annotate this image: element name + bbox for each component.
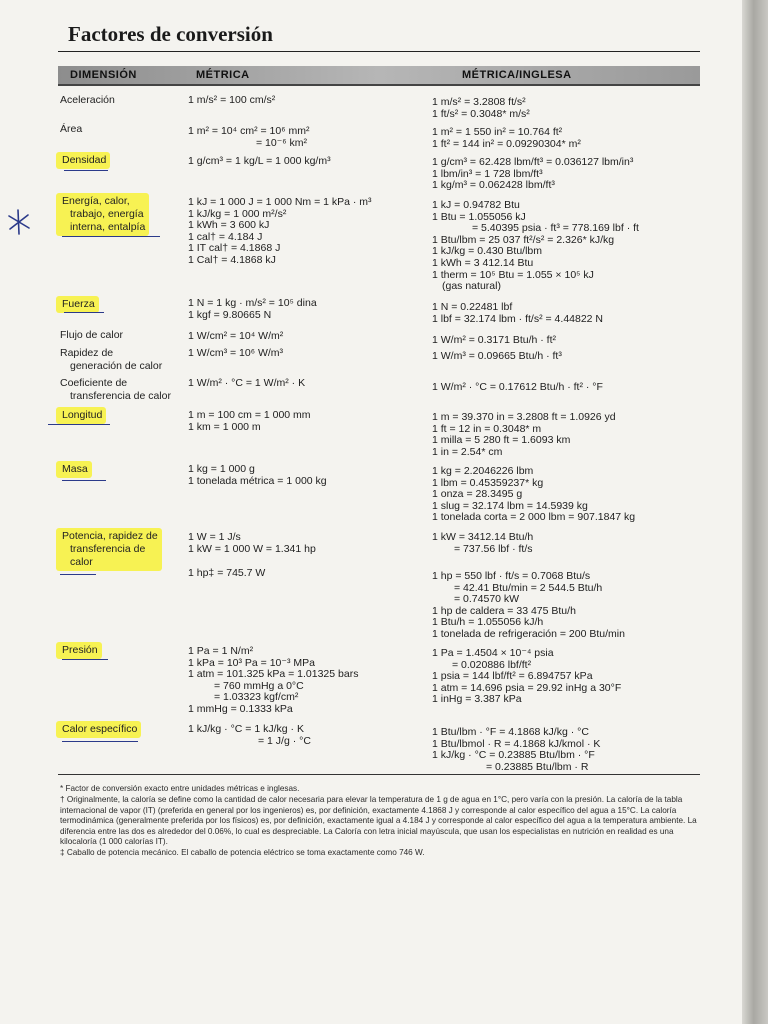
dimension-label: Rapidez de generación de calor <box>60 347 163 372</box>
english-cell: 1 W/m³ = 0.09665 Btu/h · ft³ <box>432 350 562 362</box>
metric-cell: 1 W/cm³ = 10⁶ W/m³ <box>188 347 284 359</box>
dimension-label: Aceleración <box>60 94 115 106</box>
metric-cell: 1 kg = 1 000 g 1 tonelada métrica = 1 000 kg <box>188 463 327 487</box>
dimension-label-highlighted: Fuerza <box>56 296 99 313</box>
metric-cell: 1 kJ/kg · °C = 1 kJ/kg · K = 1 J/g · °C <box>188 723 311 747</box>
english-cell: 1 m² = 1 550 in² = 10.764 ft² 1 ft² = 144 in² = 0.09290304* m² <box>432 126 581 150</box>
metric-cell: 1 W/m² · °C = 1 W/m² · K <box>188 377 306 389</box>
metric-cell: 1 W/cm² = 10⁴ W/m² <box>188 330 284 342</box>
english-cell: 1 Pa = 1.4504 × 10⁻⁴ psia = 0.020886 lbf/ft² 1 psia = 144 lbf/ft² = 6.894757 kPa 1 atm = 14.696 psia = 29.92 inHg a 30°F 1 inHg = 3.387 kPa <box>432 647 622 706</box>
dimension-label: Flujo de calor <box>60 329 124 341</box>
pen-underline <box>62 741 138 742</box>
metric-cell: 1 g/cm³ = 1 kg/L = 1 000 kg/m³ <box>188 155 331 167</box>
header-metric-english: MÉTRICA/INGLESA <box>462 69 572 81</box>
pen-underline <box>48 424 110 425</box>
english-cell: 1 g/cm³ = 62.428 lbm/ft³ = 0.036127 lbm/in³ 1 lbm/in³ = 1 728 lbm/ft³ 1 kg/m³ = 0.062428 lbm/ft³ <box>432 156 634 192</box>
footnote-exact: * Factor de conversión exacto entre unidades métricas e inglesas. <box>60 784 300 793</box>
english-cell: 1 kg = 2.2046226 lbm 1 lbm = 0.45359237* kg 1 onza = 28.3495 g 1 slug = 32.174 lbm = 14.5939 kg 1 tonelada corta = 2 000 lbm = 907.1847 kg <box>432 465 636 524</box>
pen-underline <box>60 574 96 575</box>
english-cell: 1 m = 39.370 in = 3.2808 ft = 1.0926 yd 1 ft = 12 in = 0.3048* m 1 milla = 5 280 ft = 1.6093 km 1 in = 2.54* cm <box>432 411 616 458</box>
dimension-label-highlighted: Presión <box>56 642 102 659</box>
dimension-label-highlighted: Calor específico <box>56 721 141 738</box>
dimension-label-highlighted: Energía, calor, trabajo, energía interna, entalpía <box>56 193 149 236</box>
english-cell: 1 W/m² · °C = 0.17612 Btu/h · ft² · °F <box>432 381 603 393</box>
english-cell: 1 W/m² = 0.3171 Btu/h · ft² <box>432 334 557 346</box>
dimension-label-highlighted: Masa <box>56 461 92 478</box>
metric-cell: 1 N = 1 kg · m/s² = 10⁵ dina 1 kgf = 9.80665 N <box>188 297 317 321</box>
footnote-calorie: † Originalmente, la caloría se define como la cantidad de calor necesaria para elevar la temperatura de 1 g de agua en 1°C, pero varía con la presión. La caloría de la tabla internacional de vapor (IT) (preferida en general por los ingenieros) es, por definición, exactamente 4.1868 J y corresponde al calor específico del agua a 15°C. La caloría termodinámica (generalmente preferida por los físicos) es, por definición, exactamente igual a 4.184 J y corresponde al calor específico del agua a la temperatura ambiente. La diferencia entre las dos es alrededor del 0.06%, lo cual es despreciable. La Caloría con letra inicial mayúscula, que usan los especialistas en nutrición en realidad es una kilocaloría (1 000 calorías IT). <box>60 795 697 847</box>
dimension-label: Área <box>60 123 83 135</box>
pen-underline <box>62 236 160 237</box>
metric-cell: 1 m/s² = 100 cm/s² <box>188 94 276 106</box>
english-cell: 1 hp = 550 lbf · ft/s = 0.7068 Btu/s = 42.41 Btu/min = 2 544.5 Btu/h = 0.74570 kW 1 hp de caldera = 33 475 Btu/h 1 Btu/h = 1.055056 kJ/h 1 tonelada de refrigeración = 200 Btu/min <box>432 570 625 640</box>
handwritten-asterisk-icon <box>6 207 32 237</box>
metric-cell: 1 m² = 10⁴ cm² = 10⁶ mm² = 10⁻⁶ km² <box>188 125 310 149</box>
english-cell: 1 Btu/lbm · °F = 4.1868 kJ/kg · °C 1 Btu/lbmol · R = 4.1868 kJ/kmol · K 1 kJ/kg · °C = 0.23885 Btu/lbm · °F = 0.23885 Btu/lbm · R <box>432 726 601 773</box>
english-cell: 1 kW = 3412.14 Btu/h = 737.56 lbf · ft/s <box>432 531 534 555</box>
header-metric: MÉTRICA <box>196 69 250 81</box>
metric-cell: 1 kJ = 1 000 J = 1 000 Nm = 1 kPa · m³ 1 kJ/kg = 1 000 m²/s² 1 kWh = 3 600 kJ 1 cal† = 4.184 J 1 IT cal† = 4.1868 J 1 Cal† = 4.1868 kJ <box>188 196 372 266</box>
metric-cell: 1 hp‡ = 745.7 W <box>188 567 266 579</box>
footnote-horsepower: ‡ Caballo de potencia mecánico. El caballo de potencia eléctrico se toma exactamente como 746 W. <box>60 848 425 858</box>
english-cell: 1 m/s² = 3.2808 ft/s² 1 ft/s² = 0.3048* m/s² <box>432 96 530 120</box>
dimension-label-highlighted: Potencia, rapidez de transferencia de calor <box>56 528 162 571</box>
dimension-label-highlighted: Densidad <box>56 152 110 169</box>
dimension-label: Coeficiente de transferencia de calor <box>60 377 171 402</box>
english-cell: 1 N = 0.22481 lbf 1 lbf = 32.174 lbm · ft/s² = 4.44822 N <box>432 301 604 325</box>
metric-cell: 1 m = 100 cm = 1 000 mm 1 km = 1 000 m <box>188 409 311 433</box>
metric-cell: 1 W = 1 J/s 1 kW = 1 000 W = 1.341 hp <box>188 531 316 555</box>
footnotes <box>60 784 700 860</box>
pen-underline <box>64 312 104 313</box>
metric-cell: 1 Pa = 1 N/m² 1 kPa = 10³ Pa = 10⁻³ MPa 1 atm = 101.325 kPa = 1.01325 bars = 760 mmHg a 0°C = 1.03323 kgf/cm² 1 mmHg = 0.1333 kPa <box>188 645 359 715</box>
pen-underline <box>62 659 108 660</box>
dimension-label-highlighted: Longitud <box>56 407 106 424</box>
table-bottom-divider <box>58 774 700 775</box>
pen-underline <box>62 480 106 481</box>
english-cell: 1 kJ = 0.94782 Btu 1 Btu = 1.055056 kJ = 5.40395 psia · ft³ = 778.169 lbf · ft 1 Btu/lbm = 25 037 ft²/s² = 2.326* kJ/kg 1 kJ/kg = 0.430 Btu/lbm 1 kWh = 3 412.14 Btu 1 therm = 10⁵ Btu = 1.055 × 10⁵ kJ (gas natural) <box>432 199 639 293</box>
header-dimension: DIMENSIÓN <box>70 69 137 81</box>
page-title: Factores de conversión <box>68 22 273 46</box>
pen-underline <box>64 170 108 171</box>
